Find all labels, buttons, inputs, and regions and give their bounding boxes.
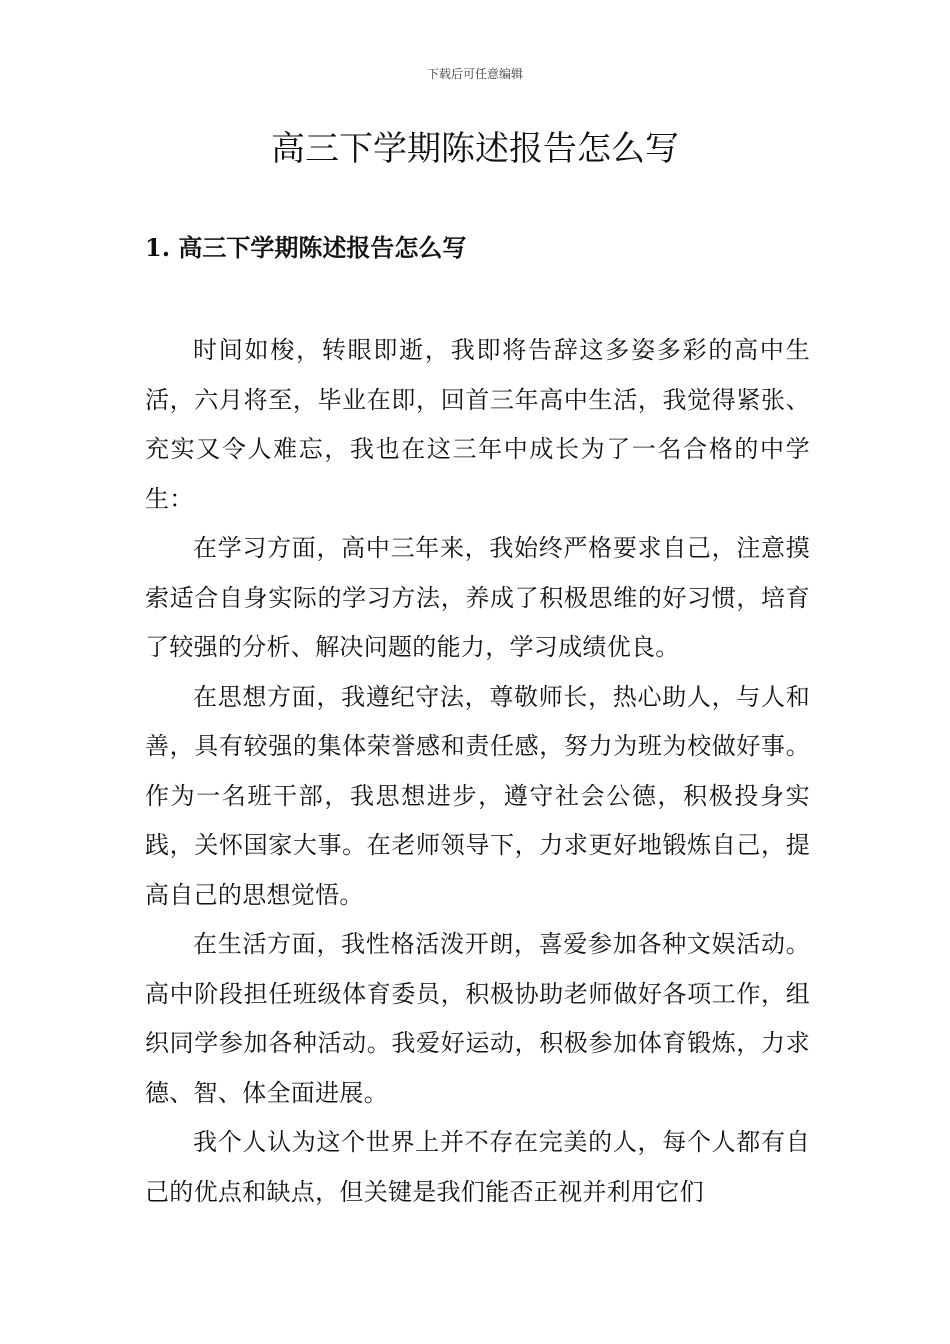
header-note: 下载后可任意编辑 <box>426 67 523 81</box>
paragraph: 我个人认为这个世界上并不存在完美的人，每个人都有自己的优点和缺点，但关键是我们能否正视并利用它们 <box>145 1128 810 1206</box>
paragraph: 时间如梭，转眼即逝，我即将告辞这多姿多彩的高中生活，六月将至，毕业在即，回首三年高中生活，我觉得紧张、充实又令人难忘，我也在这三年中成长为了一名合格的中学生： <box>145 336 810 513</box>
paragraph: 在学习方面，高中三年来，我始终严格要求自己，注意摸索适合自身实际的学习方法，养成了积极思维的好习惯，培育了较强的分析、解决问题的能力，学习成绩优良。 <box>145 534 810 661</box>
section-heading: 1. 高三下学期陈述报告怎么写 <box>145 233 467 262</box>
paragraph: 在思想方面，我遵纪守法，尊敬师长，热心助人，与人和善，具有较强的集体荣誉感和责任感，努力为班为校做好事。作为一名班干部，我思想进步，遵守社会公德，积极投身实践，关怀国家大事。在老师领导下，力求更好地锻炼自己，提高自己的思想觉悟。 <box>145 682 810 909</box>
paragraph: 在生活方面，我性格活泼开朗，喜爱参加各种文娱活动。高中阶段担任班级体育委员，积极协助老师做好各项工作，组织同学参加各种活动。我爱好运动，积极参加体育锻炼，力求德、智、体全面进展。 <box>145 930 810 1107</box>
document-title: 高三下学期陈述报告怎么写 <box>271 129 679 169</box>
body-text <box>145 326 810 1217</box>
